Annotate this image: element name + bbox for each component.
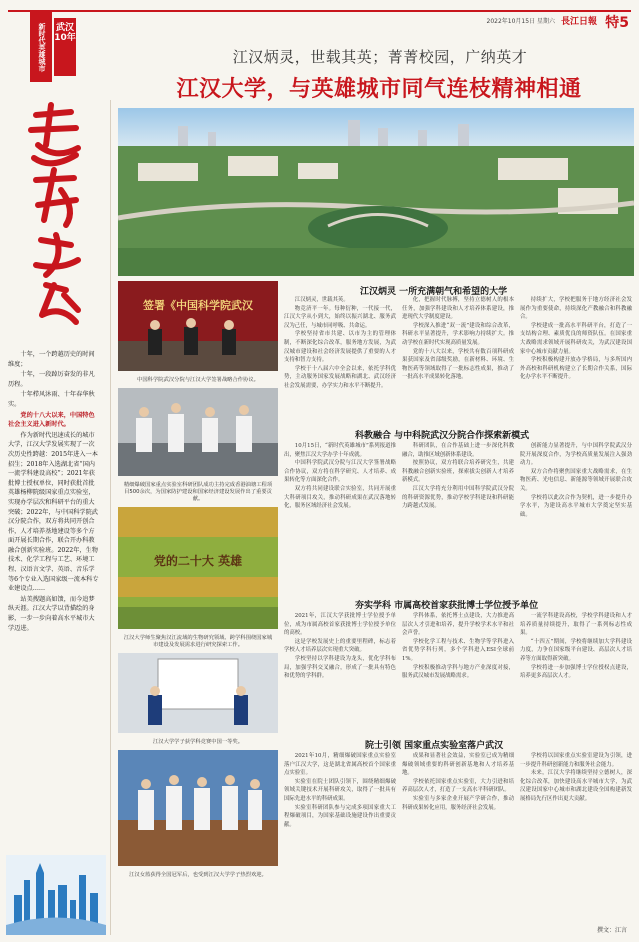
- section-text: [402, 752, 514, 928]
- paragraph: 持续扩大，学校把服务于地方经济社会发展作为重要使命，持续深化产教融合和科教融合。: [520, 297, 632, 321]
- paragraph: 学科体系，依托博士点建设，大力推进高层次人才引进和培养，提升学校学术水平和社会声誉。: [402, 613, 514, 637]
- calligraphy-title: [16, 100, 96, 330]
- paragraph: 实验室在院士团队引领下，围绕精细爆破领域关键技术开展科研攻关，取得了一批具有国际先进水平的科研成果。: [284, 778, 396, 802]
- left-para: 十年，一个跨越历史的时间维度；: [8, 351, 95, 368]
- photo-block: [118, 388, 278, 507]
- section-text: [520, 612, 632, 732]
- paragraph: 双方将共同建设联合实验室，共同开展重大科研项目攻关，推动科研成果在武汉落地转化，服务区域经济社会发展。: [284, 485, 396, 510]
- paragraph: 10月15日，“新时代英雄城市”系列报道推出，聚焦江汉大学办学十年成就。: [284, 443, 396, 458]
- section-text: [520, 752, 632, 912]
- lab-photo: [118, 388, 278, 476]
- headline-title: 江汉大学，与英雄城市同气连枝精神相通: [176, 77, 582, 102]
- series-tag: [54, 18, 76, 76]
- paragraph: 2021年，江汉大学获批博士学位授予单位，成为市属高校首家获批博士学位授予单位的高校。: [284, 613, 396, 637]
- photo-caption: 中国科学院武汉分院与江汉大学签署战略合作协议。: [118, 375, 278, 388]
- section-title: 夯实学科 市属高校首家获批博士学位授予单位: [355, 601, 539, 611]
- left-para: 党的十八大以来，中国特色社会主义进入新时代。: [8, 411, 95, 429]
- paragraph: 学校将以此次合作为契机，进一步提升办学水平，为建设高水平城市大学奠定坚实基础。: [520, 494, 632, 518]
- paragraph: 学校坚持以学科建设为龙头，优化学科布局，加强学科交叉融合，形成了一批具有特色和优势的学科群。: [284, 655, 396, 680]
- paragraph: 实验室科研团队参与完成多项国家重大工程爆破项目，为国家基础设施建设作出重要贡献。: [284, 804, 396, 828]
- photo-caption: 江汉大学学子获学科竞赛中国一等奖。: [118, 737, 278, 750]
- header-meta: [487, 14, 597, 27]
- paragraph: 中国科学院武汉分院与江汉大学签署战略合作协议，双方将在科学研究、人才培养、成果转化等方面深化合作。: [284, 460, 396, 484]
- paragraph: 按照协议，双方将联合培养研究生，共建科教融合创新实验班，探索拔尖创新人才培养新模式。: [402, 460, 514, 484]
- byline: 撰文：江言: [596, 927, 627, 934]
- photo-caption: 江汉大学师生聚焦汉江流域的生物研究领域、跨学科围绕国家城市建设及发展需求进行研究探索工作。: [118, 633, 278, 653]
- series-tag-line1: 武汉: [55, 23, 74, 33]
- section-text: [284, 442, 396, 590]
- section-text: [402, 612, 514, 732]
- left-para: 十年，一段踔厉奋发的非凡历程。: [8, 371, 95, 388]
- section-title: 院士引领 国家重点实验室落户武汉: [365, 741, 504, 751]
- paragraph: 学校依托国家重点实验室，大力引进和培养高层次人才，打造了一支高水平科研团队。: [402, 778, 514, 794]
- section-title: 江汉炳灵 一所充满朝气和希望的大学: [360, 287, 508, 297]
- paragraph: 2021年10月，精细爆破国家重点实验室落户江汉大学，这是湖北省属高校首个国家重点实验室。: [284, 753, 396, 777]
- section-text: [520, 296, 632, 418]
- page-number: 特5: [605, 15, 629, 31]
- paragraph: 学校建成一批高水平科研平台，打造了一支结构合理、素质优良的师资队伍。在国家重大战略需求领域开展科研攻关，为武汉建设国家中心城市贡献力量。: [520, 322, 632, 355]
- rice-field-photo: [118, 507, 278, 629]
- paragraph: 江汉大学将充分利用中国科学院武汉分院的科研资源优势，推动学校学科建设和科研能力跨越式发展。: [402, 485, 514, 510]
- issue-date: 2022年10月15日 星期六: [486, 18, 555, 25]
- paragraph: 一流学科建设高校，学校学科建设和人才培养质量持续提升，取得了一系列标志性成果。: [520, 613, 632, 637]
- basketball-team-photo: [118, 750, 278, 866]
- series-tag-line2: 10年: [54, 33, 76, 43]
- paper-logo: 長江日報: [560, 17, 597, 27]
- paragraph: “十四五”期间，学校将继续加大学科建设力度，力争在国家级平台建设、高层次人才培养等方面取得新突破。: [520, 638, 632, 662]
- paragraph: 学校积极构建开放办学格局，与多所国内外高校和科研机构建立了长期合作关系，国际化办学水平不断提升。: [520, 357, 632, 381]
- paragraph: 创新能力显著提升，与中国科学院武汉分院开展深度合作，为学校高质量发展注入强劲动力。: [520, 443, 632, 467]
- paragraph: 学校将以国家重点实验室建设为引领，进一步提升科研创新能力和服务社会能力。: [520, 753, 632, 768]
- paragraph: 未来，江汉大学将继续坚持立德树人，深化综合改革，加快建设高水平城市大学，为武汉建设国家中心城市和湖北建设全国构建新发展格局先行区作出更大贡献。: [520, 770, 632, 802]
- paragraph: 这是学校发展史上的重要里程碑，标志着学校人才培养层次实现重大突破。: [284, 638, 396, 654]
- paragraph: 学校于十八届六中全会以来，依托学科优势，主动服务国家发展战略和湖北、武汉经济社会发展需要，办学实力和水平不断提升。: [284, 365, 396, 389]
- left-para: 站美搜题高如馈，而今追梦纵天涯。江汉大学以背描绘的身影，一步一步向着高水平城市大学迈进。: [8, 595, 95, 632]
- paragraph: 成果和显著社会效益，实验室已成为精细爆破领域重要的科研创新基地和人才培养基地。: [402, 753, 514, 777]
- section-title: 科教融合 与中科院武汉分院合作探索新模式: [355, 431, 530, 441]
- paragraph: 学校坚持省市共建、以市为主的管理体制，不断深化综合改革，服务地方发展，为武汉城市建设和社会经济发展提供了重要的人才支持和智力支持。: [284, 331, 396, 364]
- photo-caption: 精细爆破国家重点实验室科研团队成功主持完成香港油塘工程项目500余次，为国家防护建设和国家经济建设发展作出了重要贡献。: [118, 480, 278, 507]
- paragraph: 科研团队，在合作基础上进一步深化科教融合，助推区域创新体系建设。: [402, 443, 514, 458]
- section-text: [402, 442, 514, 590]
- section-text: [284, 752, 396, 928]
- paragraph: 双方合作将聚焦国家重大战略需求，在生物医药、光电信息、新能源等领域开展联合攻关。: [520, 468, 632, 492]
- top-rule: [8, 10, 631, 12]
- photo-column: [118, 281, 278, 883]
- paragraph: 化，把握时代脉搏，坚持立德树人的根本任务，加强学科建设和人才培养体系建设，推进现代大学制度建设。: [402, 297, 514, 321]
- series-banner: 新时代英雄城市: [30, 12, 52, 82]
- photo-caption: 江汉女篮获得全国冠军后，也受到江汉大学学子热烈欢迎。: [118, 870, 278, 883]
- section-text: [402, 296, 514, 418]
- photo-block: [118, 507, 278, 653]
- paragraph: 学校化学工程与技术、生物学等学科进入省优势学科行列，多个学科进入ESI全球前1%。: [402, 638, 514, 662]
- ceremony-banner-text: 签署《中国科学院武汉: [143, 299, 253, 312]
- city-skyline-illustration: [6, 855, 106, 935]
- paragraph: 学校深入推进“双一流”建设和综合改革，科研水平显著提升，学术影响力持续扩大。推动学校在新时代实现高质量发展。: [402, 322, 514, 346]
- section-text: [284, 612, 396, 732]
- photo-block: [118, 653, 278, 750]
- paragraph: 学校积极推动学科与地方产业深度对接，服务武汉城市发展战略需求。: [402, 664, 514, 680]
- paragraph: 江汉炳灵，世载其英。: [294, 297, 349, 303]
- headline-subtitle: 江汉炳灵，世载其英；菁菁校园，广纳英才: [232, 48, 528, 66]
- left-para: 作为新时代迅速成长的城市大学，江汉大学发展实现了一次次历史性跨越：2015年进入一本招生；2018年入选湖北省“国内一流学科建设高校”；2021年获批博士授权单位，同时获批首批英雄杨柳院级国家重点实验室，实现办学层次和科研平台的重大突破；2022年，与中国科学院武汉分院合作，双方将共同开创合作，人才培养基地建设等多个方面开展长期合作，联合开办科教融合创新实验班。2022年，生物技术、化学工程与工艺、环境工程、汉语言文学、英语、音乐学等6个专业入选国家级一流本科专业建设点……: [8, 431, 99, 593]
- photo-block: [118, 281, 278, 388]
- paragraph: 物竞济平一年。每种衍种，一代接一代，江汉大学从小到大，始终以振兴湖北、服务武汉为己任，与城市同呼吸、共命运。: [284, 305, 396, 329]
- signing-ceremony-photo: [118, 281, 278, 371]
- campus-aerial-photo: [118, 108, 634, 276]
- section-text: [284, 296, 396, 418]
- left-column-text: [8, 350, 100, 634]
- paragraph: 实验室与多家企业开展产学研合作，推动科研成果转化应用，服务经济社会发展。: [402, 795, 514, 811]
- award-photo: [118, 653, 278, 733]
- left-para: 十年栉风沐雨、十年春华秋实。: [8, 391, 95, 408]
- paragraph: 学校将进一步加强博士学位授权点建设，培养更多高层次人才。: [520, 664, 632, 680]
- section-text: [520, 442, 632, 590]
- field-art-text: 党的二十大 英雄: [153, 554, 243, 568]
- column-divider: [110, 100, 111, 935]
- photo-block: [118, 750, 278, 883]
- paragraph: 党的十八大以来，学校共有数百项科研成果获国家及省部级奖励，在新材料、环境、生物医药等领域取得了一批标志性成果，推动了一批高水平成果转化落地。: [402, 348, 514, 381]
